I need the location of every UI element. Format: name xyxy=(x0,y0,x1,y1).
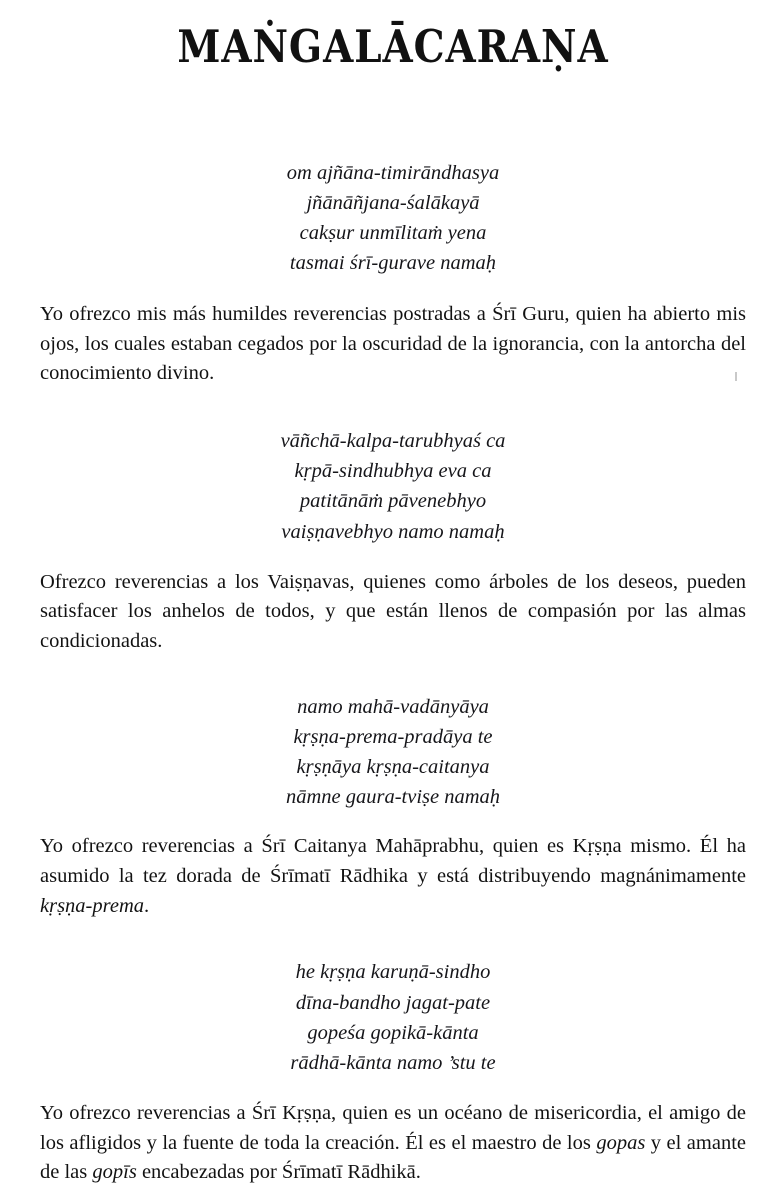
verse-block-4 xyxy=(40,957,746,1078)
verse-line: rādhā-kānta namo ’stu te xyxy=(290,1051,496,1074)
verse-line: nāmne gaura-tviṣe namaḥ xyxy=(285,786,501,809)
page-title: MAṄGALĀCARAṆA xyxy=(177,20,609,73)
verse-line: om ajñāna-timirāndhasya xyxy=(286,161,500,184)
verse-line: jñānāñjana-śalākayā xyxy=(306,191,480,214)
translation-paragraph-1: Yo ofrezco mis más humildes reverencias postradas a Śrī Guru, quien ha abierto mis ojos, los cuales estaban cegados por la oscuridad de la ignorancia, con la antorcha del conocimiento divino. xyxy=(40,303,746,385)
verse-line: vaiṣṇavebhyo namo namaḥ xyxy=(281,520,505,543)
verse-line: kṛṣṇāya kṛṣṇa-caitanya xyxy=(296,756,490,779)
translation-emphasis-gopas: gopas xyxy=(596,1131,646,1154)
verse-block-1 xyxy=(40,158,746,279)
verse-line: tasmai śrī-gurave namaḥ xyxy=(289,251,497,274)
translation-paragraph-2: Ofrezco reverencias a los Vaiṣṇavas, quienes como árboles de los deseos, pueden satisfacer los anhelos de todos, y que están llenos de compasión por las almas condicionadas. xyxy=(40,570,746,653)
verse-line: dīna-bandho jagat-pate xyxy=(295,991,491,1014)
verse-block-2 xyxy=(40,426,746,547)
translation-text-end: . xyxy=(144,894,150,917)
verse-line: kṛṣṇa-prema-pradāya te xyxy=(293,725,493,748)
translation-emphasis: kṛṣṇa-prema xyxy=(40,894,145,917)
translation-text-middle: y el amante de las xyxy=(40,1131,746,1184)
verse-line: patitānāṁ pāvenebhyo xyxy=(299,490,487,513)
verse-line: namo mahā-vadānyāya xyxy=(297,695,489,718)
translation-paragraph-3 xyxy=(40,832,746,921)
page-speck xyxy=(735,372,737,381)
translation-text: Yo ofrezco reverencias a Śrī Caitanya Mahāprabhu, quien es Kṛṣṇa mismo. Él ha asumido la tez dorada de Śrīmatī Rādhika y está distribuyendo magnánimamente xyxy=(40,835,746,888)
translation-paragraph-4 xyxy=(40,1099,746,1188)
verse-line: kṛpā-sindhubhya eva ca xyxy=(294,460,492,483)
translation-emphasis-gopis: gopīs xyxy=(92,1161,137,1184)
verse-line: gopeśa gopikā-kānta xyxy=(307,1021,479,1044)
verse-line: he kṛṣṇa karuṇā-sindho xyxy=(295,961,491,984)
verse-block-3 xyxy=(40,692,746,813)
translation-text: Yo ofrezco reverencias a Śrī Kṛṣṇa, quien es un océano de misericordia, el amigo de los afligidos y la fuente de toda la creación. Él es el maestro de los xyxy=(40,1101,746,1154)
translation-text-end: encabezadas por Śrīmatī Rādhikā. xyxy=(136,1161,421,1184)
verse-line: cakṣur unmīlitaṁ yena xyxy=(299,221,487,244)
verse-line: vāñchā-kalpa-tarubhyaś ca xyxy=(280,430,506,453)
